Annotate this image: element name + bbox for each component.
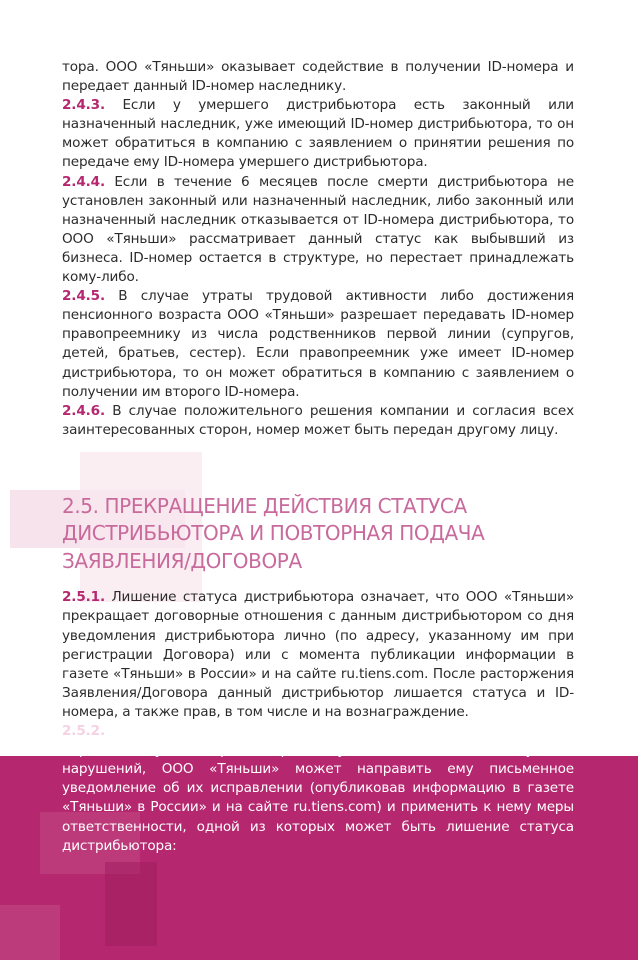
paragraph-number: 2.5.1.: [62, 589, 105, 606]
paragraph: [62, 588, 574, 722]
paragraph: [62, 173, 574, 288]
paragraph: [62, 722, 574, 856]
paragraph-text: Если у умершего дистрибьютора есть законный или назначенный наследник, уже имеющий ID-номер дистрибьютора, то он может обратиться в компанию с заявлением о принятии решения по передаче ему ID-номера умершего дистрибьютора.: [62, 97, 574, 171]
paragraph: [62, 58, 574, 96]
paragraph-number: 2.5.2.: [62, 723, 105, 740]
paragraph: [62, 287, 574, 402]
paragraph-text: тора. ООО «Тяньши» оказывает содействие в получении ID-номера и передает данный ID-номер наследнику.: [62, 59, 574, 95]
decor-square-dark: [105, 862, 157, 946]
paragraph-text: Если дистрибьютор (включая одного из супругов супружеской пары в статусе дистрибьютора) допустил одно из нижеследующих нарушений, ООО «Тяньши» может направить ему письменное уведомление об их исправлении (опубликовав информацию в газете «Тяньши» в России» и на сайте ru.tiens.com) и применить к нему меры ответственности, одной из которых может быть лишение статуса дистрибьютора:: [62, 723, 574, 854]
paragraph: [62, 402, 574, 440]
paragraph-number: 2.4.6.: [62, 402, 105, 419]
paragraph-text: Лишение статуса дистрибьютора означает, что ООО «Тяньши» прекращает договорные отношения с данным дистрибьютором со дня уведомления дистрибьютора лично (по адресу, указанному им при регистрации Договора) или с момента публикации информации в газете «Тяньши» в России» и на сайте ru.tiens.com. После расторжения Заявления/Договора данный дистрибьютор лишается статуса и ID-номера, а также прав, в том числе и на вознаграждение.: [62, 589, 574, 720]
paragraph-number: 2.4.4.: [62, 173, 105, 190]
paragraph-text: В случае утраты трудовой активности либо достижения пенсионного возраста ООО «Тяньши» разрешает передавать ID-номер правопреемнику из числа родственников первой линии (супругов, детей, братьев, сестер). Если правопреемник уже имеет ID-номер дистрибьютора, то он может обратиться в компанию с заявлением о получении им второго ID-номера.: [62, 288, 574, 400]
paragraph-number: 2.4.5.: [62, 288, 105, 305]
page-content: [62, 58, 574, 856]
paragraph: [62, 96, 574, 172]
section-heading: 2.5. ПРЕКРАЩЕНИЕ ДЕЙСТВИЯ СТАТУСА ДИСТРИБЬЮТОРА И ПОВТОРНАЯ ПОДАЧА ЗАЯВЛЕНИЯ/ДОГОВОРА: [62, 493, 485, 573]
paragraph-number: 2.4.3.: [62, 97, 105, 114]
paragraph-text: В случае положительного решения компании и согласия всех заинтересованных сторон, номер может быть передан другому лицу.: [62, 402, 574, 438]
decor-square-dark: [0, 905, 60, 960]
paragraph-text: Если в течение 6 месяцев после смерти дистрибьютора не установлен законный или назначенный наследник, либо законный или назначенный наследник отказывается от ID-номера дистрибьютора, то ООО «Тяньши» рассматривает данный статус как выбывший из бизнеса. ID-номер остается в структуре, но перестает принадлежать кому-либо.: [62, 173, 574, 286]
